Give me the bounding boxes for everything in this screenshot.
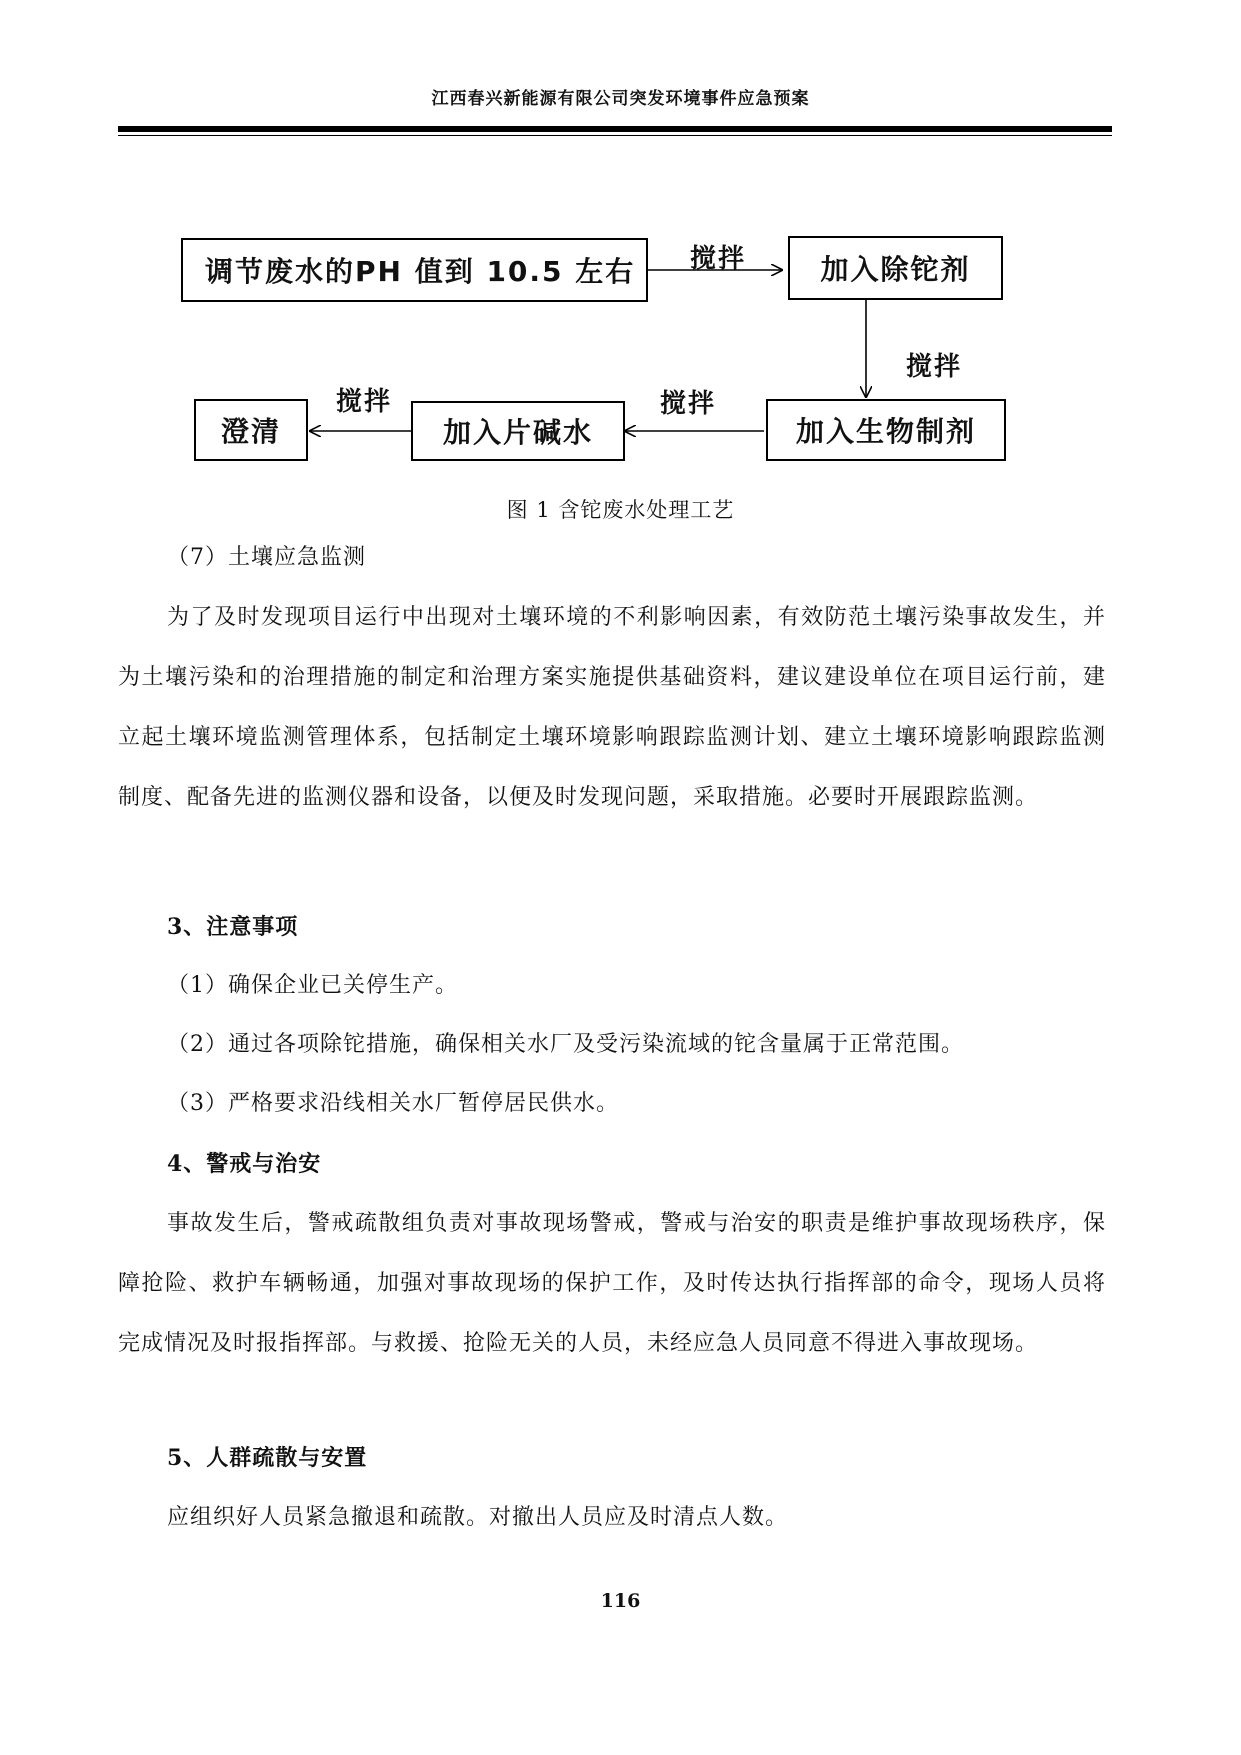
evacuation-paragraph: 应组织好人员紧急撤退和疏散。对撤出人员应及时清点人数。: [167, 1505, 789, 1530]
header-divider-thin: [118, 135, 1112, 136]
header-divider: [118, 126, 1112, 132]
stir-label-4: 搅拌: [336, 387, 393, 417]
notes-item-3: （3）严格要求沿线相关水厂暂停居民供水。: [167, 1091, 619, 1116]
security-paragraph: 事故发生后，警戒疏散组负责对事故现场警戒，警戒与治安的职责是维护事故现场秩序，保障抢险、救护车辆畅通，加强对事故现场的保护工作，及时传达执行指挥部的命令，现场人员将完成情况及时报指挥部。与救援、抢险无关的人员，未经应急人员同意不得进入事故现场。: [118, 1211, 1106, 1356]
stir-label-3: 搅拌: [660, 389, 717, 419]
soil-monitoring-paragraph: 为了及时发现项目运行中出现对土壤环境的不利影响因素，有效防范土壤污染事故发生，并为土壤污染和的治理措施的制定和治理方案实施提供基础资料，建议建设单位在项目运行前，建立起土壤环境监测管理体系，包括制定土壤环境影响跟踪监测计划、建立土壤环境影响跟踪监测制度、配备先进的监测仪器和设备，以便及时发现问题，采取措施。必要时开展跟踪监测。: [118, 605, 1106, 810]
thallium-wastewater-flowchart: [0, 0, 1241, 520]
step-adjust-ph-box: 调节废水的PH 值到 10.5 左右: [181, 238, 648, 302]
notes-item-1: （1）确保企业已关停生产。: [167, 973, 458, 998]
figure-caption: 图 1 含铊废水处理工艺: [506, 498, 735, 522]
flowchart-arrows: [0, 0, 1241, 520]
step-add-caustic-box: 加入片碱水: [411, 401, 625, 461]
step-add-bio-agent-box: 加入生物制剂: [766, 399, 1006, 461]
evacuation-heading: 5、人群疏散与安置: [167, 1445, 368, 1471]
step-add-thallium-remover-box: 加入除铊剂: [788, 236, 1003, 300]
notes-item-2: （2）通过各项除铊措施，确保相关水厂及受污染流域的铊含量属于正常范围。: [167, 1032, 964, 1057]
notes-heading: 3、注意事项: [167, 914, 299, 940]
page-number: 116: [600, 1590, 641, 1612]
stir-label-1: 搅拌: [690, 244, 747, 274]
soil-monitoring-item: （7）土壤应急监测: [167, 545, 366, 570]
security-heading: 4、警戒与治安: [167, 1151, 322, 1177]
step-clarify-box: 澄清: [194, 399, 308, 461]
document-title: 江西春兴新能源有限公司突发环境事件应急预案: [431, 89, 810, 109]
stir-label-2: 搅拌: [906, 352, 963, 382]
